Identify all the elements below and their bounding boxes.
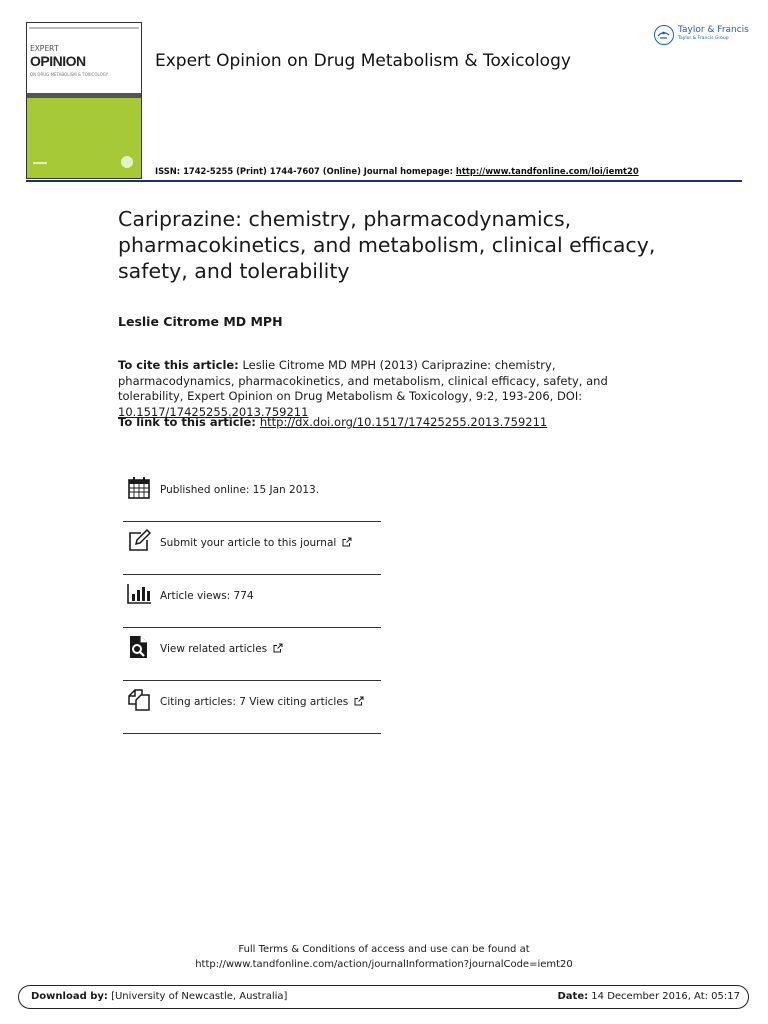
published-online-text: Published online: 15 Jan 2013. [160, 484, 320, 496]
taylor-francis-logo-icon [654, 25, 674, 45]
header-divider [26, 180, 742, 182]
download-label: Download by: [31, 991, 108, 1002]
info-divider [123, 574, 381, 575]
download-date [558, 991, 741, 1002]
edit-icon [127, 529, 151, 553]
journal-homepage-link[interactable]: http://www.tandfonline.com/loi/iemt20 [455, 166, 639, 176]
citation-block [118, 358, 663, 420]
article-link-line [118, 415, 547, 429]
terms-url[interactable]: http://www.tandfonline.com/action/journalInformation?journalCode=iemt20 [195, 959, 573, 970]
cover-expert-text: EXPERT [30, 44, 59, 53]
cover-opinion-text: OPINION [30, 53, 86, 69]
external-link-icon [354, 696, 364, 706]
issn-text: ISSN: 1742-5255 (Print) 1744-7607 (Online) Journal homepage: [155, 166, 456, 176]
cover-subtitle-text: ON DRUG METABOLISM & TOXICOLOGY [30, 72, 109, 77]
document-search-icon [127, 635, 151, 659]
submit-article-text: Submit your article to this journal [160, 537, 337, 549]
issn-line [155, 166, 639, 176]
link-label: To link to this article: [118, 415, 260, 429]
cite-doi-link[interactable]: 10.1517/17425255.2013.759211 [118, 404, 309, 419]
submit-article-link[interactable] [160, 537, 352, 549]
journal-cover-image [26, 22, 142, 179]
cite-label: To cite this article: [118, 358, 239, 372]
article-views-row [123, 578, 381, 630]
publisher-name: Taylor & Francis [678, 25, 749, 35]
citing-articles-text: Citing articles: 7 View citing articles [160, 696, 349, 708]
cite-text: Leslie Citrome MD MPH (2013) Cariprazine: chemistry, pharmacodynamics, pharmacokinetics, and metabolism, clinical efficacy, safety, and tolerability, Expert Opinion on Drug Metabolism & Toxicology, 9:2, 193-206, DOI: [118, 358, 608, 403]
date-label: Date: [557, 991, 589, 1002]
date-value: 14 December 2016, At: 05:17 [588, 991, 740, 1002]
publisher-subname: Taylor & Francis Group [678, 36, 729, 41]
info-divider [123, 733, 381, 734]
article-title: Cariprazine: chemistry, pharmacodynamics, pharmacokinetics, and metabolism, clinical efficacy, safety, and tolerability [118, 207, 656, 283]
download-info-bar [18, 985, 749, 1009]
info-divider [123, 627, 381, 628]
info-divider [123, 521, 381, 522]
journal-title: Expert Opinion on Drug Metabolism & Toxicology [155, 51, 571, 71]
download-by [31, 991, 287, 1002]
submit-article-row[interactable] [123, 525, 381, 577]
calendar-icon [127, 476, 151, 500]
download-institution: [University of Newcastle, Australia] [107, 991, 288, 1002]
info-divider [123, 680, 381, 681]
published-online-row [123, 472, 381, 524]
related-articles-row[interactable] [123, 631, 381, 683]
article-views-text: Article views: 774 [160, 590, 254, 602]
citing-articles-link[interactable] [160, 696, 364, 708]
terms-notice [0, 942, 768, 972]
citing-documents-icon [127, 688, 151, 712]
related-articles-text: View related articles [160, 643, 268, 655]
related-articles-link[interactable] [160, 643, 283, 655]
external-link-icon [342, 537, 352, 547]
external-link-icon [273, 643, 283, 653]
cover-logo-icon [121, 156, 133, 168]
citing-articles-row[interactable] [123, 684, 381, 736]
terms-line: Full Terms & Conditions of access and use can be found at [238, 944, 530, 955]
bar-chart-icon [127, 582, 151, 606]
article-doi-link[interactable]: http://dx.doi.org/10.1517/17425255.2013.759211 [259, 415, 548, 429]
article-author: Leslie Citrome MD MPH [118, 314, 283, 329]
